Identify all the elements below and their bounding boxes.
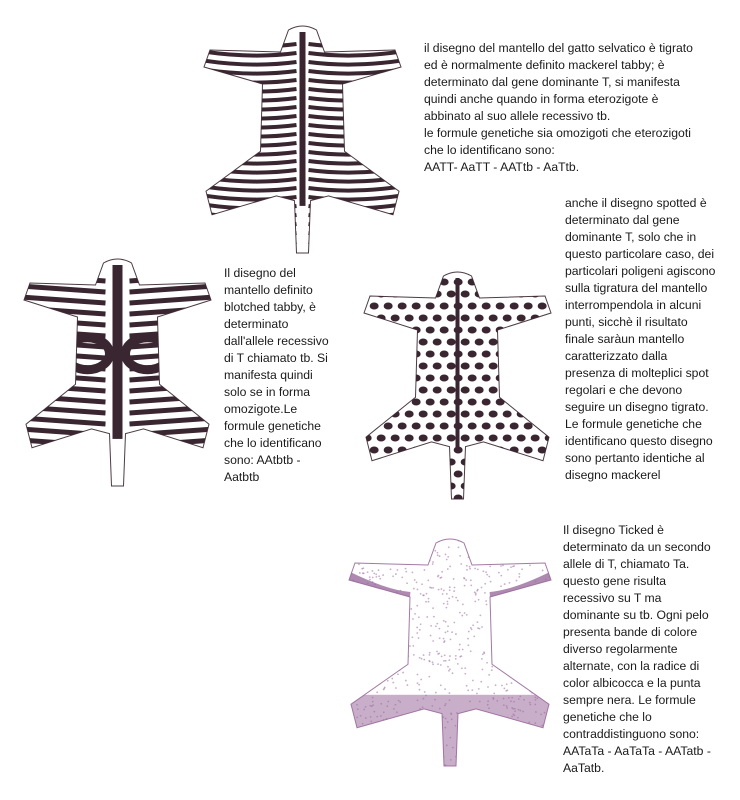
text-line: di T chiamato tb. Si	[224, 351, 328, 365]
text-line: Aatbtb	[224, 470, 260, 484]
text-line: anche il disegno spotted è	[565, 196, 707, 210]
text-line: Le formule genetiche che	[565, 417, 702, 431]
ticked-description	[563, 522, 711, 777]
text-line: AaTatb.	[563, 761, 605, 775]
text-line: dominante T, solo che in	[565, 230, 697, 244]
text-line: che lo identificano	[224, 436, 322, 450]
text-line: allele di T, chiamato Ta.	[563, 557, 690, 571]
text-line: sempre nera. Le formule	[563, 693, 696, 707]
blotched-description	[224, 265, 329, 486]
blotched-pelt-svg	[20, 255, 215, 490]
text-line: ed è normalmente definito mackerel tabby; è	[424, 58, 665, 72]
text-line: le formule genetiche sia omozigoti che eterozigoti	[424, 126, 691, 140]
blotched-pelt-image	[20, 255, 215, 490]
text-line: blotched tabby, è	[224, 300, 316, 314]
text-line: mantello definito	[224, 283, 313, 297]
text-line: contraddistinguono sono:	[563, 727, 700, 741]
text-line: determinato da un secondo	[563, 540, 711, 554]
text-line: sulla tigratura del mantello	[565, 281, 708, 295]
mackerel-pelt-image	[200, 22, 405, 257]
text-line: seguire un disegno tigrato.	[565, 400, 709, 414]
spotted-pelt-svg	[360, 268, 555, 503]
text-line: determinato	[224, 317, 289, 331]
text-line: solo se in forma	[224, 385, 311, 399]
text-line: il disegno del mantello del gatto selvatico è tigrato	[424, 41, 693, 55]
text-line: identificano questo disegno	[565, 434, 713, 448]
text-line: determinato dal gene	[565, 213, 680, 227]
text-line: presenta bande di colore	[563, 625, 698, 639]
mackerel-description	[424, 40, 693, 176]
text-line: recessivo su T ma	[563, 591, 662, 605]
text-line: formule genetiche	[224, 419, 321, 433]
ticked-pelt-svg	[345, 535, 555, 770]
text-line: alternate, con la radice di	[563, 659, 700, 673]
text-line: caratterizzato dalla	[565, 349, 668, 363]
text-line: Il disegno del	[224, 266, 296, 280]
text-line: punti, sicchè il risultato	[565, 315, 688, 329]
text-line: sono pertanto identiche al	[565, 451, 705, 465]
text-line: presenza di molteplici spot	[565, 366, 709, 380]
text-line: abbinato al suo allele recessivo tb.	[424, 109, 611, 123]
text-line: color albicocca e la punta	[563, 676, 701, 690]
spotted-description	[565, 195, 715, 484]
text-line: dall'allele recessivo	[224, 334, 329, 348]
text-line: interrompendola in alcuni	[565, 298, 702, 312]
text-line: determinato dal gene dominante T, si manifesta	[424, 75, 680, 89]
text-line: quindi anche quando in forma eterozigote è	[424, 92, 659, 106]
mackerel-pelt-svg	[200, 22, 405, 257]
text-line: dominante su tb. Ogni pelo	[563, 608, 709, 622]
text-line: particolari poligeni agiscono	[565, 264, 716, 278]
text-line: disegno mackerel	[565, 468, 661, 482]
text-line: finale saràun mantello	[565, 332, 685, 346]
text-line: questo gene risulta	[563, 574, 666, 588]
text-line: Il disegno Ticked è	[563, 523, 664, 537]
ticked-pelt-image	[345, 535, 555, 770]
text-line: che lo identificano sono:	[424, 143, 555, 157]
spotted-pelt-image	[360, 268, 555, 503]
text-line: AATT- AaTT - AATtb - AaTtb.	[424, 160, 580, 174]
text-line: regolari e che devono	[565, 383, 683, 397]
text-line: sono: AAtbtb -	[224, 453, 301, 467]
text-line: diverso regolarmente	[563, 642, 678, 656]
text-line: genetiche che lo	[563, 710, 652, 724]
text-line: AATaTa - AaTaTa - AATatb -	[563, 744, 711, 758]
text-line: questo particolare caso, dei	[565, 247, 715, 261]
text-line: manifesta quindi	[224, 368, 313, 382]
text-line: omozigote.Le	[224, 402, 298, 416]
